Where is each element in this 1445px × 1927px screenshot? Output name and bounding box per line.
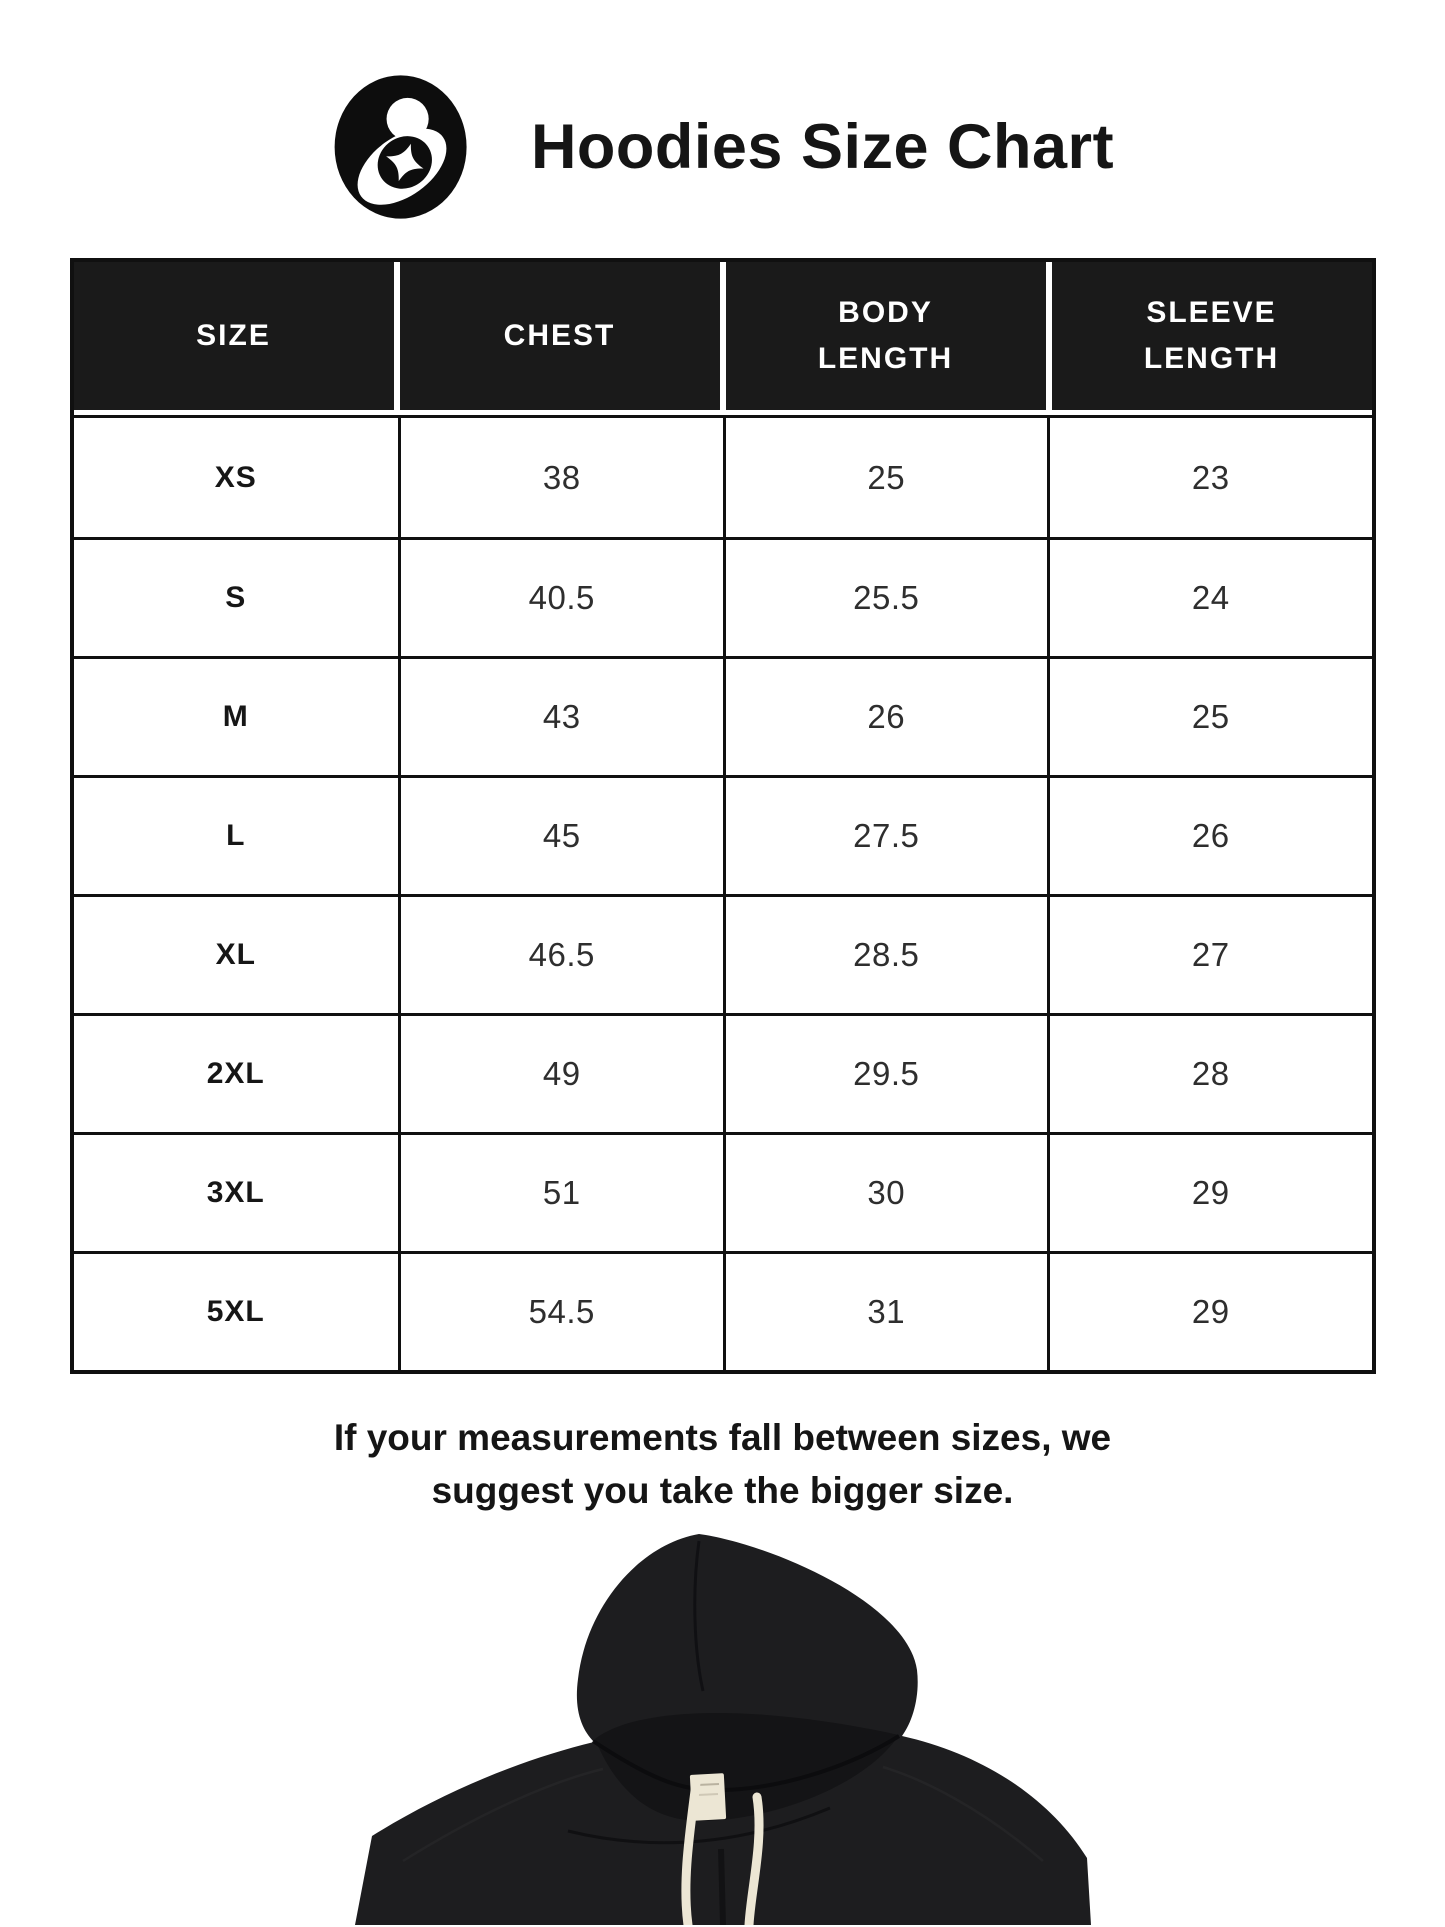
table-row-s [74,537,1372,656]
sleeve-length-cell: 25 [1047,659,1372,775]
page-title: Hoodies Size Chart [530,112,1115,182]
body-length-cell: 27.5 [723,778,1048,894]
body-length-cell: 26 [723,659,1048,775]
body-length-cell: 29.5 [723,1016,1048,1132]
table-row-3xl [74,1132,1372,1251]
sleeve-length-cell: 26 [1047,778,1372,894]
table-row-l [74,775,1372,894]
size-cell: S [225,581,247,614]
table-row-m [74,656,1372,775]
table-row-2xl [74,1013,1372,1132]
sleeve-length-cell: 29 [1047,1135,1372,1251]
body-length-cell: 28.5 [723,897,1048,1013]
chest-cell: 51 [398,1135,723,1251]
chest-cell: 45 [398,778,723,894]
body-length-cell: 31 [723,1254,1048,1370]
sizing-note-line1: If your measurements fall between sizes, we [333,1417,1112,1458]
black-hoodie-image [343,1531,1103,1925]
chest-cell: 46.5 [398,897,723,1013]
chest-cell: 54.5 [398,1254,723,1370]
size-cell: M [222,700,249,733]
size-cell: XL [215,938,256,971]
table-row-xl [74,894,1372,1013]
size-cell: XS [214,460,257,494]
column-header-size: SIZE [74,262,394,410]
chest-cell: 38 [398,418,723,537]
table-body [74,415,1372,1370]
size-cell: 3XL [206,1176,265,1209]
hoodie-product-photo [0,1531,1445,1925]
chest-cell: 49 [398,1016,723,1132]
column-header-sleeve-length: SLEEVE LENGTH [1052,262,1372,410]
sizing-note-line2: suggest you take the bigger size. [431,1469,1014,1511]
body-length-cell: 30 [723,1135,1048,1251]
body-length-cell: 25 [723,418,1048,537]
size-cell: 5XL [206,1295,265,1328]
sleeve-length-cell: 27 [1047,897,1372,1013]
column-header-body-length: BODY LENGTH [726,262,1046,410]
table-row-xs [74,418,1372,537]
sizing-note [0,1412,1445,1517]
table-row-5xl [74,1251,1372,1370]
chest-cell: 43 [398,659,723,775]
brand-logo [331,74,473,220]
sleeve-length-cell: 24 [1047,540,1372,656]
column-header-chest: CHEST [400,262,720,410]
mother-baby-logo-icon [331,74,473,220]
sleeve-length-cell: 28 [1047,1016,1372,1132]
sleeve-length-cell: 29 [1047,1254,1372,1370]
chest-cell: 40.5 [398,540,723,656]
table-header-row [74,262,1372,410]
sleeve-length-cell: 23 [1047,418,1372,537]
body-length-cell: 25.5 [723,540,1048,656]
size-cell: 2XL [206,1057,265,1090]
page-header [0,0,1445,220]
size-chart-table [70,258,1376,1374]
size-cell: L [226,819,246,852]
